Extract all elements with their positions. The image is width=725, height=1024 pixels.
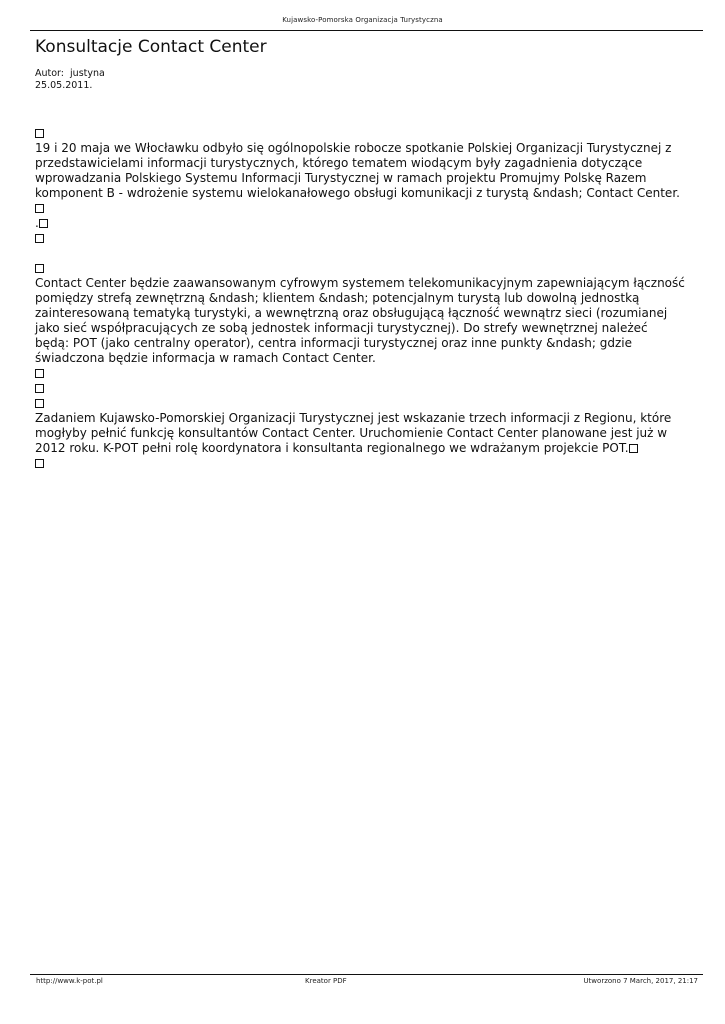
paragraph-1: 19 i 20 maja we Włocławku odbyło się ogólnopolskie robocze spotkanie Polskiej Organizacji Turystycznej z przedstawicielami informacji turystycznych, którego tematem wiodącym były zagadnienia dotyczące wprowadzania Polskiego Systemu Informacji Turystycznej w ramach projektu Promujmy Polskę Razem komponent B - wdrożenie systemu wielokanałowego obsługi komunikacji z turystą &ndash; Contact Center. <box>35 141 680 200</box>
missing-glyph-box <box>39 219 48 228</box>
missing-glyph-box <box>35 129 44 138</box>
article-title: Konsultacje Contact Center <box>35 37 267 57</box>
dot-text: . <box>35 216 39 230</box>
paragraph-3 <box>35 411 685 456</box>
placeholder-line <box>35 216 685 231</box>
page-header-site-name: Kujawsko-Pomorska Organizacja Turystyczna <box>282 16 443 24</box>
missing-glyph-box <box>629 444 638 453</box>
footer-divider <box>30 974 703 975</box>
missing-glyph-box <box>35 369 44 378</box>
publish-date: 25.05.2011. <box>35 80 93 91</box>
missing-glyph-box <box>35 264 44 273</box>
missing-glyph-box <box>35 204 44 213</box>
placeholder-line <box>35 231 685 246</box>
missing-glyph-box <box>35 234 44 243</box>
blank-line <box>35 246 685 261</box>
placeholder-line <box>35 126 685 141</box>
placeholder-line <box>35 201 685 216</box>
author-line: Autor: justyna <box>35 68 105 79</box>
footer-created: Utworzono 7 March, 2017, 21:17 <box>583 977 698 985</box>
article-body <box>35 126 685 471</box>
footer-generator: Kreator PDF <box>305 977 347 985</box>
placeholder-line <box>35 381 685 396</box>
paragraph-3-text: Zadaniem Kujawsko-Pomorskiej Organizacji Turystycznej jest wskazanie trzech informacji z Regionu, które mogłyby pełnić funkcję konsultantów Contact Center. Uruchomienie Contact Center planowane jest już w 2012 roku. K-POT pełni rolę koordynatora i konsultanta regionalnego we wdrażanym projekcie POT. <box>35 411 672 455</box>
header-divider <box>30 30 703 31</box>
missing-glyph-box <box>35 384 44 393</box>
placeholder-line <box>35 261 685 276</box>
missing-glyph-box <box>35 459 44 468</box>
paragraph-2: Contact Center będzie zaawansowanym cyfrowym systemem telekomunikacyjnym zapewniającym łączność pomiędzy strefą zewnętrzną &ndash; klientem &ndash; potencjalnym turystą lub dowolną jednostką zainteresowaną tematyką turystyki, a wewnętrzną oraz obsługującą łączność wewnątrz sieci (rozumianej jako sieć współpracujących ze sobą jednostek informacji turystycznej). Do strefy wewnętrznej należeć będą: POT (jako centralny operator), centra informacji turystycznej oraz inne punkty &ndash; gdzie świadczona będzie informacja w ramach Contact Center. <box>35 276 685 365</box>
placeholder-line <box>35 396 685 411</box>
placeholder-line <box>35 456 685 471</box>
placeholder-line <box>35 366 685 381</box>
footer-url: http://www.k-pot.pl <box>36 977 103 985</box>
article-meta <box>35 68 105 92</box>
missing-glyph-box <box>35 399 44 408</box>
